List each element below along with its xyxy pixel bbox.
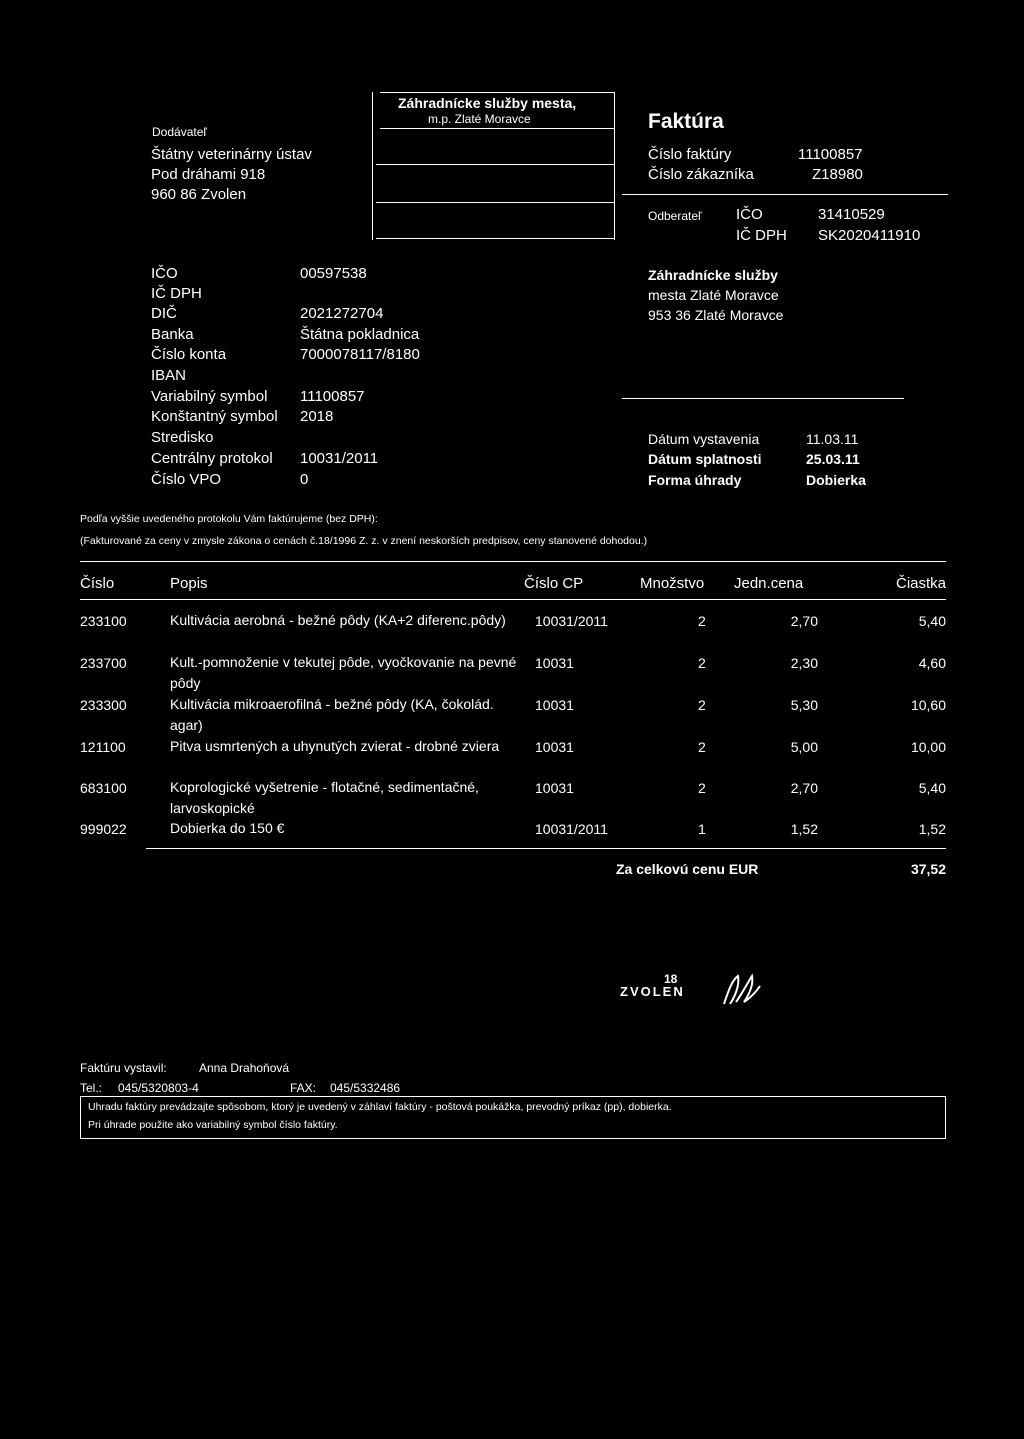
intro-line1: Podľa vyššie uvedeného protokolu Vám faktúrujeme (bez DPH): bbox=[80, 513, 378, 525]
customer-ico: 31410529 bbox=[818, 206, 885, 223]
detail-label: IBAN bbox=[151, 367, 187, 384]
row-code: 233100 bbox=[80, 613, 127, 629]
supplier-name: Štátny veterinárny ústav bbox=[151, 146, 312, 163]
invoice-title: Faktúra bbox=[648, 110, 724, 133]
row-unit-price: 2,70 bbox=[790, 613, 818, 629]
detail-label: Konštantný symbol bbox=[151, 408, 278, 425]
header-divider-bottom bbox=[80, 599, 946, 600]
tel-label: Tel.: bbox=[80, 1081, 103, 1095]
fax-number: 045/5332486 bbox=[330, 1081, 401, 1095]
detail-label: DIČ bbox=[151, 305, 177, 322]
detail-label: Číslo VPO bbox=[151, 471, 222, 488]
detail-label: Číslo konta bbox=[151, 346, 227, 363]
issue-date: 11.03.11 bbox=[806, 431, 859, 447]
row-amount: 5,40 bbox=[918, 780, 946, 796]
row-quantity: 2 bbox=[698, 655, 706, 671]
row-code: 999022 bbox=[80, 821, 127, 837]
row-code: 683100 bbox=[80, 780, 127, 796]
row-unit-price: 5,00 bbox=[790, 739, 818, 755]
row-description: Dobierka do 150 € bbox=[170, 820, 285, 836]
row-amount: 1,52 bbox=[918, 821, 946, 837]
address-divider bbox=[622, 398, 904, 399]
payment-method: Dobierka bbox=[806, 472, 866, 488]
customer-ids-label: Odberateľ bbox=[648, 209, 702, 223]
customer-city: 953 36 Zlaté Moravce bbox=[648, 307, 784, 323]
row-description: Kultivácia mikroaerofilná - bežné pôdy (KA, čokolád. agar) bbox=[170, 696, 494, 733]
supplier-street: Pod dráhami 918 bbox=[151, 166, 266, 183]
row-quantity: 2 bbox=[698, 697, 706, 713]
issued-by-label: Faktúru vystavil: bbox=[80, 1061, 167, 1075]
customer-line2: mesta Zlaté Moravce bbox=[648, 287, 779, 303]
issued-by: Anna Drahoňová bbox=[199, 1061, 290, 1075]
row-amount: 5,40 bbox=[918, 613, 946, 629]
customer-ico-label: IČO bbox=[736, 206, 763, 223]
row-cp: 10031/2011 bbox=[535, 613, 608, 629]
row-code: 121100 bbox=[80, 739, 126, 755]
fax-label: FAX: bbox=[290, 1081, 317, 1095]
header-quantity: Množstvo bbox=[640, 575, 705, 592]
detail-label: Variabilný symbol bbox=[151, 388, 268, 405]
row-cp: 10031/2011 bbox=[535, 821, 608, 837]
payment-note-line2: Pri úhrade použite ako variabilný symbol číslo faktúry. bbox=[88, 1119, 338, 1131]
stamp-number: 18 bbox=[664, 972, 678, 986]
row-cp: 10031 bbox=[535, 697, 574, 713]
payment-method-label: Forma úhrady bbox=[648, 472, 742, 488]
intro-divider bbox=[80, 561, 946, 562]
supplier-label: Dodávateľ bbox=[152, 125, 207, 139]
detail-value: 00597538 bbox=[300, 265, 367, 282]
invoice-number-label: Číslo faktúry bbox=[648, 146, 732, 163]
supplier-city: 960 86 Zvolen bbox=[151, 186, 247, 203]
row-description: Koprologické vyšetrenie - flotačné, sedimentačné, larvoskopické bbox=[170, 779, 479, 816]
tel-number: 045/5320803-4 bbox=[118, 1081, 199, 1095]
row-description: Kult.-pomnoženie v tekutej pôde, vyočkovanie na pevné pôdy bbox=[170, 654, 517, 691]
stamp-text: ZVOLEN bbox=[620, 984, 685, 999]
invoice-number: 11100857 bbox=[798, 146, 863, 163]
customer-number-label: Číslo zákazníka bbox=[648, 166, 754, 183]
due-date: 25.03.11 bbox=[806, 451, 860, 467]
row-amount: 10,00 bbox=[910, 739, 946, 755]
row-cp: 10031 bbox=[535, 655, 574, 671]
detail-value: 10031/2011 bbox=[300, 450, 379, 467]
row-amount: 4,60 bbox=[918, 655, 946, 671]
header-divider bbox=[622, 194, 948, 195]
detail-label: IČO bbox=[151, 265, 178, 282]
header-unit-price: Jedn.cena bbox=[734, 575, 804, 592]
row-quantity: 1 bbox=[698, 821, 706, 837]
detail-value: 2018 bbox=[300, 408, 334, 425]
payment-note-line1: Uhradu faktúry prevádzajte spôsobom, ktorý je uvedený v záhlaví faktúry - poštová poukážka, prevodný príkaz (pp), dobierka. bbox=[88, 1101, 672, 1113]
row-cp: 10031 bbox=[535, 780, 574, 796]
row-amount: 10,60 bbox=[910, 697, 946, 713]
header-amount: Čiastka bbox=[896, 575, 947, 592]
row-description: Kultivácia aerobná - bežné pôdy (KA+2 diferenc.pôdy) bbox=[170, 612, 506, 628]
header-description: Popis bbox=[170, 575, 208, 592]
detail-value: Štátna pokladnica bbox=[300, 326, 420, 343]
row-quantity: 2 bbox=[698, 613, 706, 629]
header-cp: Číslo CP bbox=[524, 575, 584, 592]
due-date-label: Dátum splatnosti bbox=[648, 451, 762, 467]
row-code: 233700 bbox=[80, 655, 127, 671]
intro-line2: (Fakturované za ceny v zmysle zákona o cenách č.18/1996 Z. z. v znení neskorších predpisov, ceny stanovené dohodou.) bbox=[80, 535, 648, 547]
table-bottom-divider bbox=[146, 848, 946, 849]
detail-value: 2021272704 bbox=[300, 305, 384, 322]
row-description: Pitva usmrtených a uhynutých zvierat - drobné zviera bbox=[170, 738, 500, 754]
total-amount: 37,52 bbox=[910, 861, 946, 877]
row-quantity: 2 bbox=[698, 780, 706, 796]
detail-label: Banka bbox=[151, 326, 194, 343]
total-label: Za celkovú cenu EUR bbox=[616, 861, 759, 877]
detail-value: 11100857 bbox=[300, 388, 365, 405]
stamp-box-line2: m.p. Zlaté Moravce bbox=[428, 112, 531, 126]
customer-icdph: SK2020411910 bbox=[818, 227, 921, 244]
row-unit-price: 2,70 bbox=[790, 780, 818, 796]
stamp-box-line1: Záhradnícke služby mesta, bbox=[398, 95, 577, 111]
issue-date-label: Dátum vystavenia bbox=[648, 431, 760, 447]
detail-value: 7000078117/8180 bbox=[300, 346, 420, 363]
row-unit-price: 2,30 bbox=[790, 655, 818, 671]
customer-icdph-label: IČ DPH bbox=[736, 227, 787, 244]
row-quantity: 2 bbox=[698, 739, 706, 755]
detail-value: 0 bbox=[300, 471, 309, 488]
customer-number: Z18980 bbox=[812, 166, 863, 183]
row-code: 233300 bbox=[80, 697, 127, 713]
row-cp: 10031 bbox=[535, 739, 574, 755]
customer-name: Záhradnícke služby bbox=[648, 267, 778, 283]
row-unit-price: 1,52 bbox=[790, 821, 818, 837]
header-code: Číslo bbox=[80, 575, 115, 592]
detail-label: Stredisko bbox=[151, 429, 214, 446]
row-unit-price: 5,30 bbox=[790, 697, 818, 713]
detail-label: IČ DPH bbox=[151, 285, 202, 302]
detail-label: Centrálny protokol bbox=[151, 450, 273, 467]
signature-icon bbox=[718, 972, 764, 1008]
